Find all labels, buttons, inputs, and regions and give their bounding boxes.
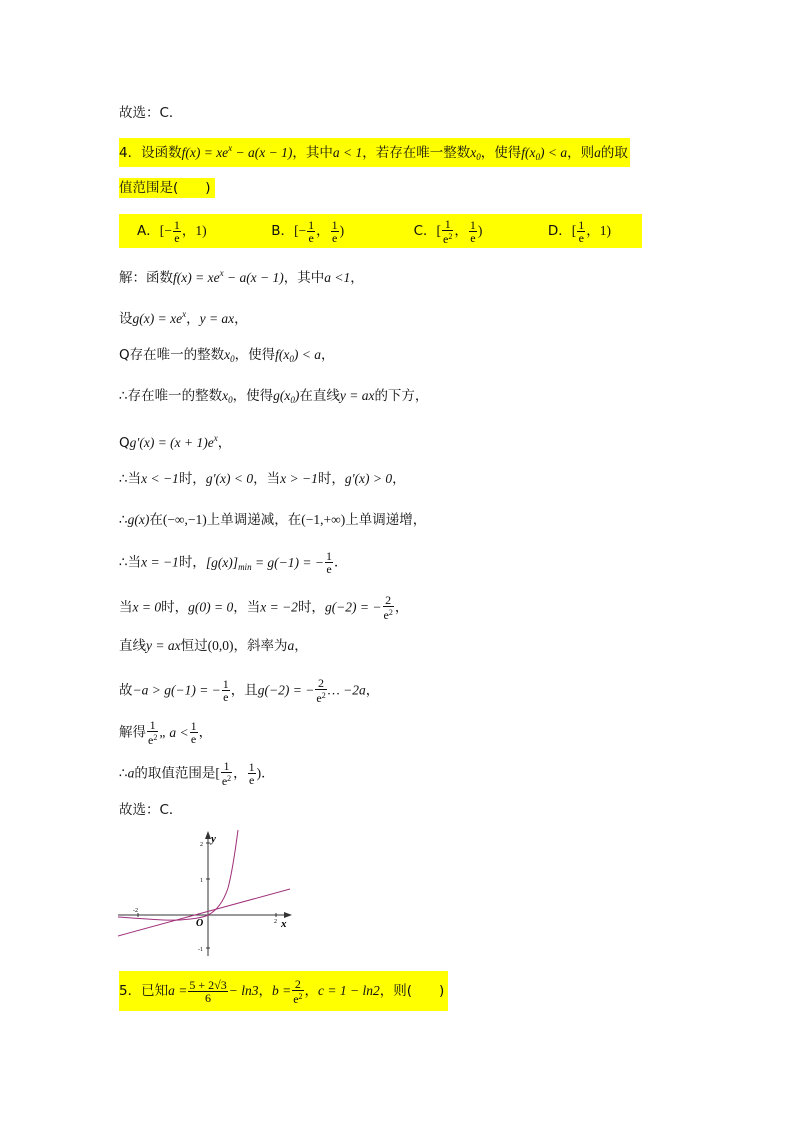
answer-text: 故选：C． bbox=[119, 105, 183, 121]
tick-label-y-1: 1 bbox=[200, 878, 203, 884]
q4-line2: 值范围是( ) bbox=[119, 180, 211, 196]
solution-line-6: ∴当x < −1时，g′(x) < 0，当x > −1时，g′(x) > 0， bbox=[119, 471, 406, 487]
tick-label-y-m1: -1 bbox=[198, 947, 203, 953]
solution-line-2: 设$g(x) = xe^x$，y = ax， bbox=[119, 309, 248, 327]
solution-line-1: 解：函数$f(x) = xe^x - a(x - 1)$，其中a <1， bbox=[119, 268, 364, 286]
answer-line-1 bbox=[119, 103, 182, 123]
question-5: 5．已知a = $\frac{5 + 2√3}{6}$ − ln3，b = $\frac{2}{e^2}$ ，c = 1 − ln2，则( ) bbox=[119, 971, 448, 1011]
q4-mid3: ，使得 bbox=[480, 145, 522, 161]
y-axis-label: y bbox=[211, 833, 216, 845]
option-b[interactable]: B．[− $\frac{1}{e}$ ， $\frac{1}{e}$ ) bbox=[271, 217, 345, 245]
q4-end: ，则 bbox=[567, 145, 595, 161]
question-4-line-2 bbox=[119, 178, 215, 198]
option-d[interactable]: D．[ $\frac{1}{e}$ ，1) bbox=[547, 217, 612, 245]
option-c[interactable]: C．[ $\frac{1}{e^2}$ ， $\frac{1}{e}$ ) bbox=[413, 216, 483, 246]
question-4-line-1 bbox=[119, 138, 630, 167]
solution-line-10: 直线y = ax恒过(0,0)，斜率为a， bbox=[119, 638, 308, 654]
solution-line-5: $Qg'(x) = (x + 1)e^x$， bbox=[119, 433, 232, 451]
q4-f: $f(x_0) < a$ bbox=[521, 145, 568, 162]
x-axis-label: x bbox=[281, 918, 287, 930]
solution-line-13: ∴a的取值范围是[ $\frac{1}{e^2}$ ， $\frac{1}{e}$ )． bbox=[119, 759, 275, 788]
option-a[interactable]: A．[− $\frac{1}{e}$ ，1) bbox=[137, 217, 207, 245]
options-row bbox=[119, 214, 642, 248]
q4-cond: a < 1 bbox=[332, 145, 363, 160]
solution-line-4: ∴存在唯一的整数$x_0$，使得$g(x_0)$在直线y = ax的下方， bbox=[119, 388, 429, 405]
origin-label: O bbox=[196, 918, 204, 929]
solution-line-12: 解得 $\frac{1}{e^2}$ „ a < $\frac{1}{e}$ ， bbox=[119, 718, 213, 747]
solution-line-7: ∴g(x)在(−∞,−1)上单调递减，在(−1,+∞)上单调递增， bbox=[119, 512, 427, 528]
solution-line-14: 故选：C． bbox=[119, 802, 183, 818]
function-graph bbox=[118, 828, 298, 960]
tick-label-x-2: 2 bbox=[274, 919, 277, 925]
q4-end2: 的取 bbox=[600, 145, 628, 161]
q4-a: a bbox=[594, 145, 601, 160]
tick-label-x-m2: -2 bbox=[133, 908, 138, 914]
q4-x0: $x_0$ bbox=[470, 145, 481, 162]
q4-mid: ，其中 bbox=[292, 145, 333, 161]
q4-prefix: 4．设函数 bbox=[119, 145, 182, 161]
line-y-ax bbox=[118, 889, 290, 936]
solution-line-9: 当x = 0时，g(0) = 0，当x = −2时，g(−2) = − $\frac{2}{e^2}$ ， bbox=[119, 593, 409, 622]
q4-func: $f(x) = xe^x - a(x - 1)$ bbox=[181, 143, 293, 160]
q4-mid2: ，若存在唯一整数 bbox=[362, 145, 471, 161]
tick-label-y-2: 2 bbox=[200, 842, 203, 848]
solution-line-8: ∴当x = −1时，$[g(x)]_{min} = g(-1)$ = − $\frac{1}{e}$ ． bbox=[119, 549, 348, 576]
solution-line-11: 故−a > g(−1) = − $\frac{1}{e}$ ，且g(−2) = − $\frac{2}{e^2}$ … −2a， bbox=[119, 676, 380, 705]
solution-line-3: Q存在唯一的整数$x_0$，使得$f(x_0) < a$， bbox=[119, 347, 335, 364]
curve-xex bbox=[118, 830, 238, 920]
